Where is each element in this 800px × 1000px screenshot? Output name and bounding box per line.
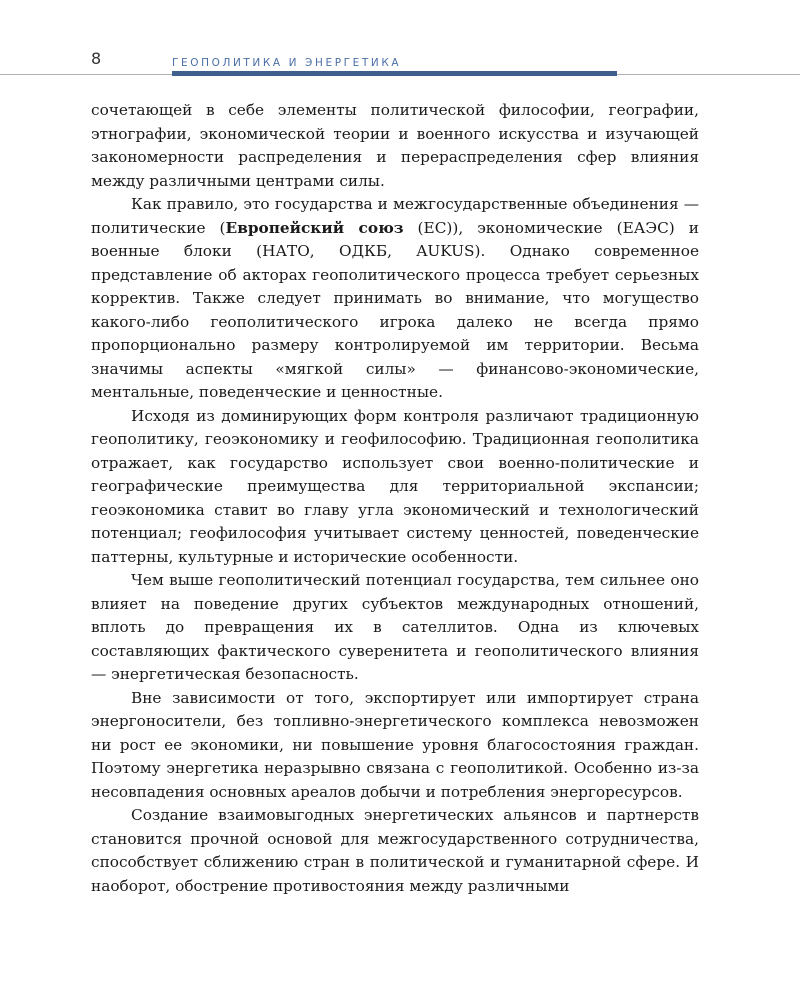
header-rule-thick xyxy=(172,71,617,76)
body-text xyxy=(91,99,699,898)
page-number: 8 xyxy=(91,49,102,68)
paragraph-2 xyxy=(91,193,699,405)
paragraph-2-pre: Как правило, это государства и межгосударственные объединения — политические ( xyxy=(91,195,699,237)
page-header xyxy=(0,0,800,80)
paragraph-5: Вне зависимости от того, экспортирует или импортирует страна энергоносители, без топливно-энергетического комплекса невозможен ни рост ее экономики, ни повышение уровня благосостояния граждан. Поэтому энергетика неразрывно связана с геополитикой. Особенно из-за несовпадения основных ареалов добычи и потребления энергоресурсов. xyxy=(91,688,699,801)
paragraph-1: сочетающей в себе элементы политической философии, географии, этнографии, экономической теории и военного искусства и изучающей закономерности распределения и перераспределения сфер влияния между различными центрами силы. xyxy=(91,101,699,190)
paragraph-2-post: (ЕС)), экономические (ЕАЭС) и военные блоки (НАТО, ОДКБ, AUKUS). Однако современное представление об акторах геополитического процесса требует серьезных корректив. Также следует принимать во внимание, что могущество какого-либо геополитического игрока далеко не всегда прямо пропорционально размеру контролируемой им территории. Весьма значимы аспекты «мягкой силы» — финансово-экономические, ментальные, поведенческие и ценностные. xyxy=(91,218,699,401)
paragraph-6: Создание взаимовыгодных энергетических альянсов и партнерств становится прочной основой для межгосударственного сотрудничества, способствует сближению стран в политической и гуманитарной сфере. И наоборот, обострение противостояния между различными xyxy=(91,806,699,895)
paragraph-4: Чем выше геополитический потенциал государства, тем сильнее оно влияет на поведение других субъектов международных отношений, вплоть до превращения их в сателлитов. Одна из ключевых составляющих фактического суверенитета и геополитического влияния — энергетическая безопасность. xyxy=(91,571,699,683)
paragraph-3: Исходя из доминирующих форм контроля различают традиционную геополитику, геоэкономику и геофилософию. Традиционная геополитика отражает, как государство использует свои военно-политические и географические преимущества для территориальной экспансии; геоэкономика ставит во главу угла экономический и технологический потенциал; геофилософия учитывает систему ценностей, поведенческие паттерны, культурные и исторические особенности. xyxy=(91,406,699,566)
bold-term-eu: Европейский союз xyxy=(225,218,404,237)
running-title: ГЕОПОЛИТИКА И ЭНЕРГЕТИКА xyxy=(172,57,402,69)
